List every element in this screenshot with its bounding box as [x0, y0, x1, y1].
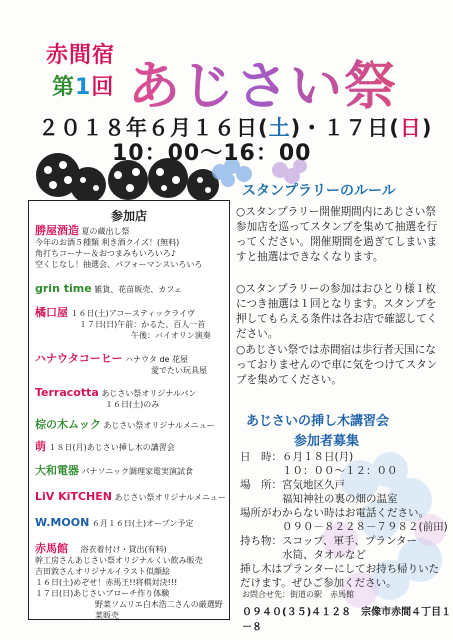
- shop-desc: あじさい祭オリジナルメニュー: [114, 493, 226, 502]
- shop-extra: １６日(土)めぞせ！赤馬王!!将棋対決!!!: [35, 578, 178, 587]
- shop-desc: 浴衣着付け・貸出(有料): [80, 545, 167, 554]
- date-mid: ・１７日: [301, 116, 390, 140]
- workshop-title: あじさいの挿し木講習会: [246, 414, 390, 429]
- shop-extra: 午後：バイオリン演奏: [131, 331, 211, 340]
- shop-name: grin time: [35, 282, 92, 295]
- shop-terracotta: [35, 387, 227, 410]
- shop-name: ハナウタコーヒー: [35, 352, 123, 365]
- shop-kitsuguchiya: [35, 307, 227, 341]
- sun-label: 日: [399, 116, 422, 140]
- contact-label: お問合せ先：街道の駅 赤馬館: [242, 590, 354, 599]
- workshop-call-note: 場所がわからない時はお電話ください。: [240, 507, 429, 519]
- shop-desc: あじさい祭オリジナルパン: [101, 389, 197, 398]
- shop-katsuya: [35, 225, 227, 270]
- date-prefix: ２０１８年６月１６日: [38, 116, 258, 140]
- stamp-rule-2: ○スタンプラリーの参加はおひとり様１枚につき抽選は１回となります。スタンプを押してもらえる条件は各お店で確認してください。: [236, 283, 438, 340]
- shop-name: 勝屋酒造: [35, 224, 79, 237]
- workshop-subtitle: 参加者募集: [294, 434, 360, 449]
- workshop-place: 場 所：宮気地区久戸: [240, 479, 345, 491]
- shop-moe: [35, 441, 227, 453]
- shop-name: Terracotta: [35, 386, 99, 399]
- edition-kai: 回: [91, 75, 115, 100]
- event-title: あじさい祭: [128, 44, 398, 119]
- shop-extra: 吉田敦さんオリジナルイラスト似顔絵: [35, 567, 170, 576]
- shop-extra: 角打ちコーナー＆おつまみもいろいろ♪: [35, 249, 177, 258]
- shop-name: W.MOON: [35, 516, 90, 529]
- shop-desc: パナソニック調理家電実演試食: [81, 467, 193, 476]
- shop-desc: １６日(土)アコースティックライヴ: [70, 309, 195, 318]
- shop-hanauta-coffee: [35, 353, 227, 376]
- sat-open: (: [258, 116, 269, 140]
- workshop-phone: ０９０－８２２８－７９８２(前田): [240, 521, 448, 533]
- shop-desc: あじさい祭オリジナルメニュー: [103, 421, 215, 430]
- shop-grin-time: [35, 283, 227, 295]
- shop-extra: 今年のお酒５種類 利き酒クイズ！(無料): [35, 238, 180, 247]
- stamp-rule-1: ○スタンプラリー開催期間内にあじさい祭参加店を巡ってスタンプを集めて抽選を行ってください。開催期間を過ぎてしまいますと抽選はできなくなります。: [236, 206, 438, 263]
- shop-name: LiV KiTCHEN: [35, 490, 112, 503]
- shop-extra: 野菜ソムリエ白木浩二さんの厳選野菜販売: [95, 600, 223, 620]
- sun-open: (: [389, 116, 400, 140]
- shop-extra: １７日(日)午前：かるた、百人一首: [79, 320, 206, 329]
- edition-dai: 第: [52, 75, 76, 100]
- shop-desc: ハナウタ de 花屋: [125, 355, 189, 364]
- contact-phone-address: ０９４０(３５)４１２８ 宗像市赤間４丁目１－８: [242, 607, 452, 633]
- shop-yamato-denki: [35, 465, 227, 477]
- sun-close: ): [421, 116, 433, 140]
- shop-name: 棕の木ムック: [35, 418, 101, 431]
- shop-name: 大和電器: [35, 464, 79, 477]
- stamp-rally-title: スタンプラリーのルール: [242, 183, 396, 199]
- edition-number: 1: [75, 75, 92, 100]
- shop-extra: １７日(日)あじさいブローチ作り体験: [35, 589, 170, 598]
- shop-desc: １８日(月)あじさい挿し木の講習会: [48, 443, 175, 452]
- workshop-note: 挿し木はプランターにしてお持ち帰りいただけます。ぜひご参加ください。: [240, 563, 440, 589]
- shop-extra: 愛でたい玩具屋: [151, 366, 207, 375]
- event-time: 10：00～16：00: [112, 141, 312, 166]
- sat-close: ): [290, 116, 302, 140]
- shop-extra: 幹工房さんあじさい祭オリジナルくい飲み販売: [35, 556, 203, 565]
- shop-extra: １６日(土)のみ: [105, 400, 160, 409]
- venue-name: 赤間宿: [46, 43, 116, 68]
- shop-name: 赤馬館: [35, 542, 68, 555]
- workshop-time: １０：００～１２：００: [240, 465, 398, 477]
- shops-title: 参加店: [110, 209, 147, 223]
- shop-akamakan: [35, 543, 227, 621]
- shop-liv-kitchen: [35, 491, 227, 503]
- shop-w-moon: [35, 517, 227, 529]
- shops-panel: [28, 200, 230, 620]
- shop-desc: 雑貨、花苗販売、カフェ: [94, 285, 182, 294]
- stamp-rule-3: ○あじさい祭では赤間宿は歩行者天国になっておりませんので車に気をつけてスタンプを集めてください。: [236, 344, 438, 386]
- shop-extra: 空くじなし！抽選会、パフォーマンスいろいろ: [35, 260, 203, 269]
- workshop-date: 日 時：６月１８日(月): [240, 451, 354, 463]
- shop-shuro-no-ki-mukku: [35, 419, 227, 431]
- edition-label: [52, 70, 114, 101]
- shop-desc: 夏の蔵出し祭: [81, 227, 130, 236]
- workshop-items: 持ち物：スコップ、軍手、プランター: [240, 535, 418, 547]
- shop-name: 萌: [35, 440, 46, 453]
- workshop-items-more: 水筒、タオルなど: [240, 549, 366, 561]
- shop-desc: ６月１６日(土)オープン予定: [91, 519, 194, 528]
- workshop-place-detail: 福知神社の裏の畑の温室: [240, 493, 398, 505]
- shop-name: 橘口屋: [35, 306, 68, 319]
- sat-label: 土: [268, 116, 291, 140]
